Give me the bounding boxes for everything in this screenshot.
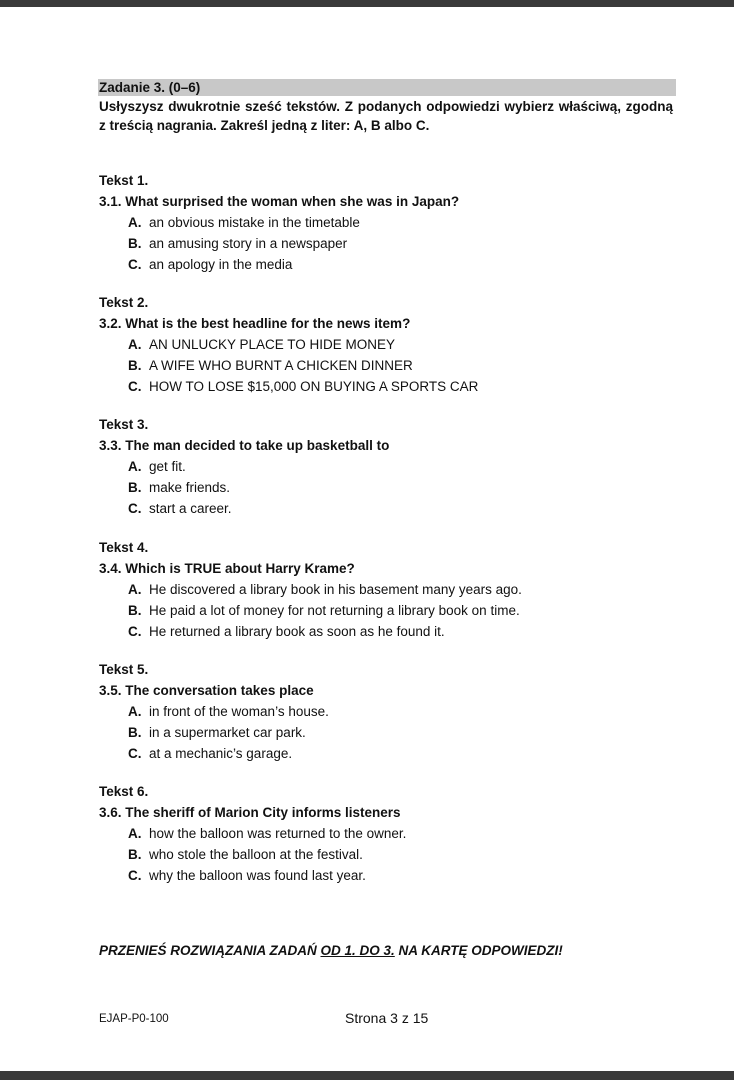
option-text: an amusing story in a newspaper — [149, 236, 348, 251]
option-text: A WIFE WHO BURNT A CHICKEN DINNER — [149, 358, 413, 373]
page-number: Strona 3 z 15 — [345, 1010, 429, 1026]
transfer-note — [99, 941, 563, 960]
question-block — [99, 170, 699, 275]
transfer-note-range: OD 1. DO 3. — [320, 943, 395, 958]
task-header — [98, 79, 676, 96]
answer-option[interactable] — [128, 233, 699, 254]
option-letter[interactable]: A. — [128, 582, 142, 597]
answer-option[interactable] — [128, 579, 699, 600]
option-letter[interactable]: B. — [128, 358, 142, 373]
option-letter[interactable]: B. — [128, 480, 142, 495]
option-letter[interactable]: B. — [128, 603, 142, 618]
option-letter[interactable]: C. — [128, 257, 142, 272]
option-text: make friends. — [149, 480, 231, 495]
answer-option[interactable] — [128, 743, 699, 764]
option-text: why the balloon was found last year. — [149, 868, 366, 883]
option-text: get fit. — [149, 459, 186, 474]
transfer-note-part1: PRZENIEŚ ROZWIĄZANIA ZADAŃ — [99, 943, 321, 958]
option-text: AN UNLUCKY PLACE TO HIDE MONEY — [149, 337, 396, 352]
option-text: in front of the woman’s house. — [149, 704, 329, 719]
option-letter[interactable]: B. — [128, 847, 142, 862]
option-text: HOW TO LOSE $15,000 ON BUYING A SPORTS CAR — [149, 379, 479, 394]
option-text: an apology in the media — [149, 257, 293, 272]
option-letter[interactable]: A. — [128, 826, 142, 841]
top-dark-bar — [0, 0, 734, 7]
option-letter[interactable]: A. — [128, 459, 142, 474]
tekst-label: Tekst 5. — [99, 662, 149, 677]
option-letter[interactable]: B. — [128, 725, 142, 740]
option-letter[interactable]: C. — [128, 624, 142, 639]
answer-option[interactable] — [128, 722, 699, 743]
answer-option[interactable] — [128, 376, 699, 397]
answer-option[interactable] — [128, 865, 699, 886]
option-letter[interactable]: C. — [128, 868, 142, 883]
exam-code: EJAP-P0-100 — [99, 1013, 169, 1025]
question-text: 3.1. What surprised the woman when she was in Japan? — [99, 194, 460, 209]
question-text: 3.4. Which is TRUE about Harry Krame? — [99, 561, 355, 576]
answer-option[interactable] — [128, 498, 699, 519]
option-text: He paid a lot of money for not returning a library book on time. — [149, 603, 520, 618]
question-block — [99, 659, 699, 764]
answer-option[interactable] — [128, 334, 699, 355]
tekst-label: Tekst 3. — [99, 417, 149, 432]
option-letter[interactable]: A. — [128, 215, 142, 230]
question-block — [99, 414, 699, 519]
option-text: an obvious mistake in the timetable — [149, 215, 360, 230]
option-text: who stole the balloon at the festival. — [149, 847, 363, 862]
question-text: 3.6. The sheriff of Marion City informs listeners — [99, 805, 401, 820]
question-text: 3.2. What is the best headline for the news item? — [99, 316, 411, 331]
answer-option[interactable] — [128, 477, 699, 498]
tekst-label: Tekst 6. — [99, 784, 149, 799]
tekst-label: Tekst 2. — [99, 295, 149, 310]
option-text: start a career. — [149, 501, 232, 516]
bottom-dark-bar — [0, 1071, 734, 1080]
tekst-label: Tekst 1. — [99, 173, 149, 188]
option-text: at a mechanic’s garage. — [149, 746, 293, 761]
option-letter[interactable]: B. — [128, 236, 142, 251]
answer-option[interactable] — [128, 823, 699, 844]
answer-option[interactable] — [128, 701, 699, 722]
option-letter[interactable]: C. — [128, 501, 142, 516]
answer-option[interactable] — [128, 456, 699, 477]
option-text: how the balloon was returned to the owner. — [149, 826, 407, 841]
option-letter[interactable]: A. — [128, 704, 142, 719]
question-text: 3.3. The man decided to take up basketball to — [99, 438, 390, 453]
task-instructions: Usłyszysz dwukrotnie sześć tekstów. Z podanych odpowiedzi wybierz właściwą, zgodną z treścią nagrania. Zakreśl jedną z liter: A, B albo C. — [99, 99, 673, 133]
option-text: in a supermarket car park. — [149, 725, 306, 740]
question-block — [99, 781, 699, 886]
answer-option[interactable] — [128, 844, 699, 865]
answer-option[interactable] — [128, 355, 699, 376]
option-text: He returned a library book as soon as he found it. — [149, 624, 445, 639]
option-letter[interactable]: C. — [128, 379, 142, 394]
option-text: He discovered a library book in his basement many years ago. — [149, 582, 522, 597]
answer-option[interactable] — [128, 254, 699, 275]
question-text: 3.5. The conversation takes place — [99, 683, 314, 698]
answer-option[interactable] — [128, 621, 699, 642]
option-letter[interactable]: A. — [128, 337, 142, 352]
transfer-note-part3: NA KARTĘ ODPOWIEDZI! — [394, 943, 563, 958]
task-title: Zadanie 3. (0–6) — [99, 80, 201, 95]
question-block — [99, 537, 699, 642]
answer-option[interactable] — [128, 212, 699, 233]
option-letter[interactable]: C. — [128, 746, 142, 761]
answer-option[interactable] — [128, 600, 699, 621]
question-block — [99, 292, 699, 397]
tekst-label: Tekst 4. — [99, 540, 149, 555]
